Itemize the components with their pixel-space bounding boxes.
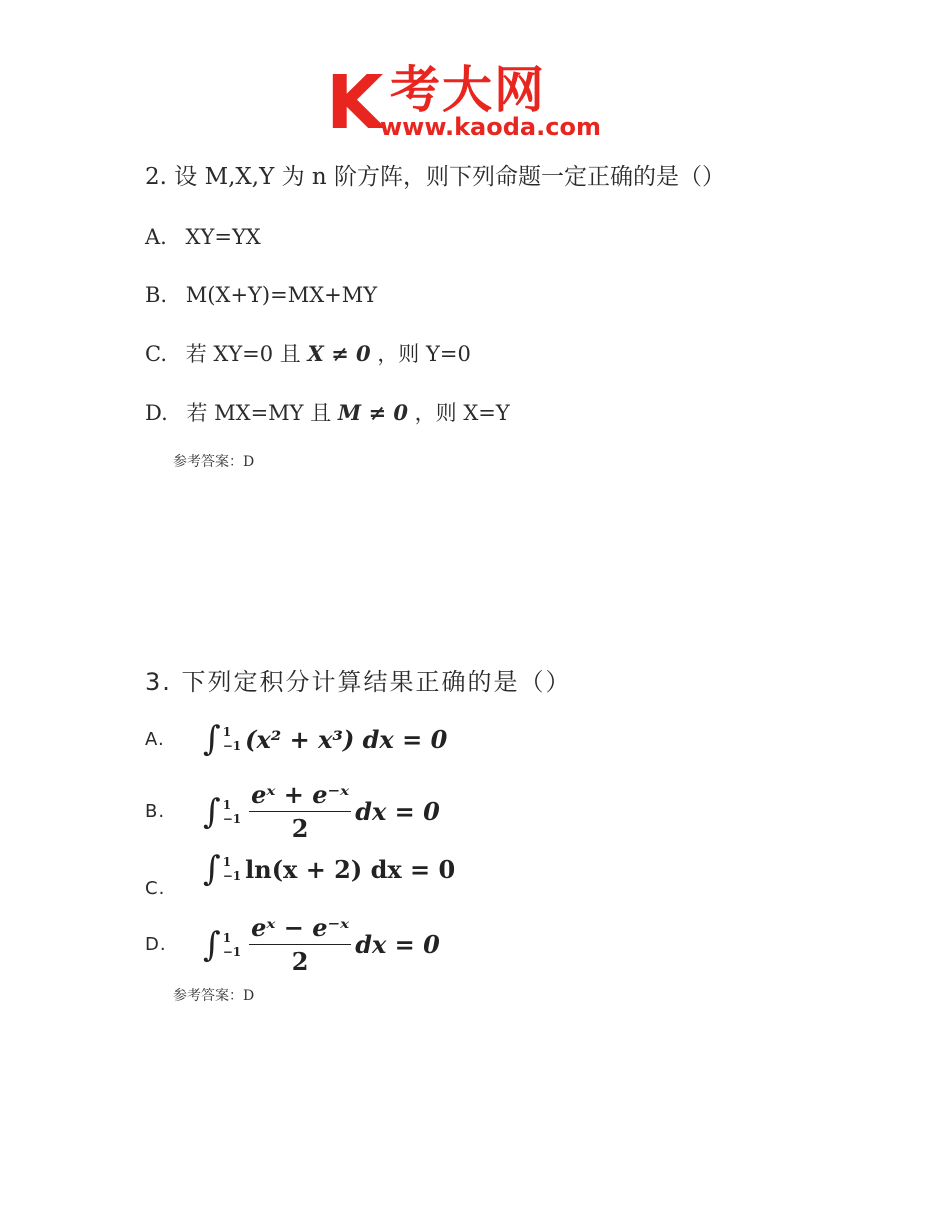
option-label: C.: [145, 878, 166, 899]
formula: [203, 849, 456, 889]
upper-limit: 1: [222, 930, 232, 945]
q2-option-c: [145, 340, 471, 368]
q2-stem: 2. 设 M,X,Y 为 n 阶方阵，则下列命题一定正确的是（）: [145, 164, 726, 190]
option-pre: 若 MX=MY 且: [186, 401, 332, 425]
upper-limit: 1: [222, 725, 232, 739]
option-pre: 若 XY=0 且: [185, 342, 301, 366]
option-label: B.: [145, 283, 168, 307]
option-label: B.: [145, 801, 166, 822]
kaoda-logo: [322, 62, 642, 144]
fraction: [249, 913, 351, 976]
option-text: M(X+Y)=MX+MY: [185, 283, 378, 307]
formula-tail: dx = 0: [355, 930, 440, 959]
denominator: 2: [291, 814, 309, 843]
logo-name: 考大网: [390, 61, 546, 119]
q2-answer: 参考答案：D: [173, 454, 255, 470]
lower-limit: −1: [222, 811, 242, 826]
integral-limits: [223, 931, 241, 959]
upper-limit: 1: [222, 797, 232, 812]
logo-k-mark: K: [326, 60, 382, 146]
option-post: ，则 Y=0: [377, 342, 471, 366]
q3-option-a: [145, 719, 448, 759]
integral-limits: [223, 855, 241, 883]
formula: [203, 780, 440, 843]
numerator: eˣ − e⁻ˣ: [249, 913, 351, 945]
q2-option-a: [145, 223, 261, 251]
q3-stem: 3. 下列定积分计算结果正确的是（）: [145, 668, 572, 696]
integral-limits: [223, 725, 241, 753]
formula-tail: dx = 0: [355, 797, 440, 826]
q3-option-d: [145, 913, 440, 976]
lower-limit: −1: [222, 739, 242, 753]
option-label: C.: [145, 342, 167, 366]
integral-sign: ∫: [203, 719, 221, 759]
q2-option-b: [145, 281, 377, 309]
option-text: XY=YX: [185, 225, 261, 249]
option-label: A.: [145, 225, 167, 249]
formula: [203, 913, 440, 976]
q2-option-d: [145, 399, 510, 427]
lower-limit: −1: [222, 944, 242, 959]
q3-option-b: [145, 780, 440, 843]
formula: [203, 719, 448, 759]
q3-answer: 参考答案：D: [173, 988, 255, 1004]
integrand: ln(x + 2) dx = 0: [245, 854, 456, 884]
option-label: D.: [145, 934, 167, 955]
option-math: X ≠ 0: [307, 341, 371, 366]
option-math: M ≠ 0: [337, 400, 408, 425]
denominator: 2: [291, 947, 309, 976]
integral-sign: ∫: [203, 924, 221, 965]
integrand: (x² + x³) dx = 0: [245, 724, 448, 754]
option-label: A.: [145, 728, 165, 750]
fraction: [249, 780, 351, 843]
option-post: ，则 X=Y: [414, 401, 510, 425]
option-label: D.: [145, 401, 168, 425]
integral-sign: ∫: [203, 791, 221, 832]
upper-limit: 1: [222, 855, 232, 869]
integral-sign: ∫: [203, 849, 221, 889]
integral-limits: [223, 798, 241, 826]
numerator: eˣ + e⁻ˣ: [249, 780, 351, 812]
logo-url: www.kaoda.com: [380, 113, 601, 141]
q3-option-c: [145, 849, 456, 899]
lower-limit: −1: [222, 869, 242, 883]
